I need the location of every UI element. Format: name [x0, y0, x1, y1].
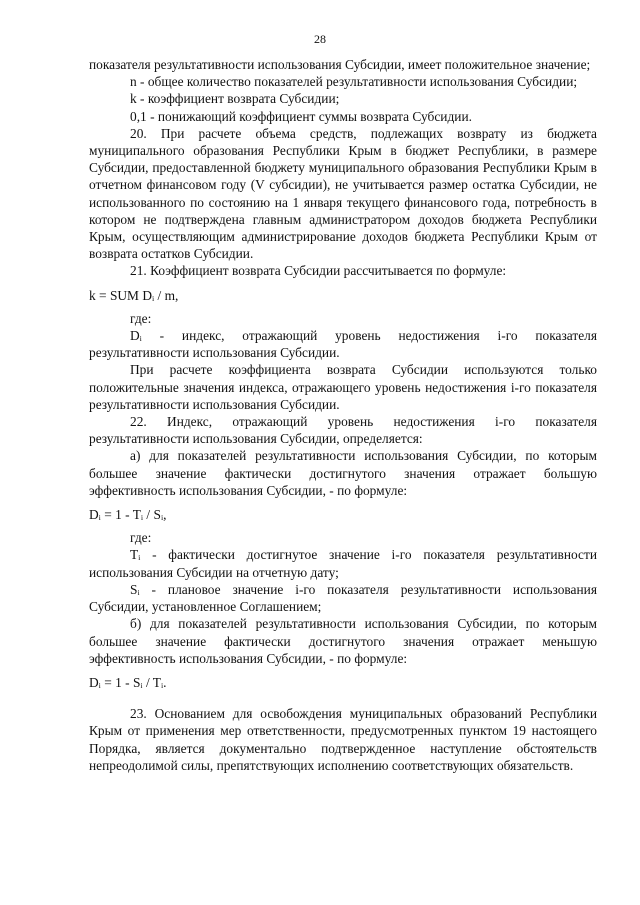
- paragraph-item-21: 21. Коэффициент возврата Субсидии рассчитывается по формуле:: [130, 263, 507, 279]
- paragraph: показателя результативности использования Субсидии, имеет положительное значение;: [89, 57, 591, 72]
- paragraph: Tᵢ - фактически достигнутое значение i-го показателя результативности использования Субсидии на отчетную дату;: [89, 547, 597, 580]
- formula-k: k = SUM Dᵢ / m,: [89, 287, 179, 303]
- document-body: [89, 56, 597, 774]
- paragraph-item-20: 20. При расчете объема средств, подлежащих возврату из бюджета муниципального образования Республики Крым в бюджет Республики, в размере Субсидии, предоставленной бюджету муниципального образования Республики Крым в отчетном финансовом году (V субсидии), не учитывается размер остатка Субсидии, не использованного по состоянию на 1 января текущего финансового года, потребность в котором не подтверждена главным администратором доходов бюджета Республики Крым, осуществляющим администрирование доходов бюджета Республики Крым от возврата остатков Субсидии.: [89, 125, 597, 262]
- paragraph: При расчете коэффициента возврата Субсидии используются только положительные значения индекса, отражающего уровень недостижения i-го показателя результативности использования Субсидии.: [89, 362, 597, 412]
- paragraph-subitem-b: б) для показателей результативности использования Субсидии, по которым большее значение фактически достигнутого значения отражает меньшую эффективность использования Субсидии, - по формуле:: [89, 616, 597, 666]
- paragraph: 0,1 - понижающий коэффициент суммы возврата Субсидии.: [130, 108, 472, 124]
- formula-di-b: Dᵢ = 1 - Sᵢ / Tᵢ.: [89, 674, 167, 690]
- formula-di-a: Dᵢ = 1 - Tᵢ / Sᵢ,: [89, 507, 167, 523]
- paragraph-item-22: 22. Индекс, отражающий уровень недостижения i-го показателя результативности использования Субсидии, определяется:: [89, 414, 597, 447]
- page-number: 28: [314, 32, 326, 46]
- paragraph-item-23: 23. Основанием для освобождения муниципальных образований Республики Крым от применения мер ответственности, предусмотренных пунктом 19 настоящего Порядка, является документально подтвержденное наступление обстоятельств непреодолимой силы, препятствующих исполнению соответствующих обязательств.: [89, 706, 597, 773]
- paragraph: k - коэффициент возврата Субсидии;: [130, 91, 340, 107]
- paragraph-subitem-a: а) для показателей результативности использования Субсидии, по которым большее значение фактически достигнутого значения отражает большую эффективность использования Субсидии, - по формуле:: [89, 448, 597, 498]
- paragraph: n - общее количество показателей результативности использования Субсидии;: [130, 74, 578, 90]
- paragraph: где:: [130, 310, 152, 326]
- paragraph: где:: [130, 530, 152, 546]
- paragraph: Dᵢ - индекс, отражающий уровень недостижения i-го показателя результативности использования Субсидии.: [89, 328, 597, 361]
- paragraph: Sᵢ - плановое значение i-го показателя результативности использования Субсидии, установленное Соглашением;: [89, 581, 597, 615]
